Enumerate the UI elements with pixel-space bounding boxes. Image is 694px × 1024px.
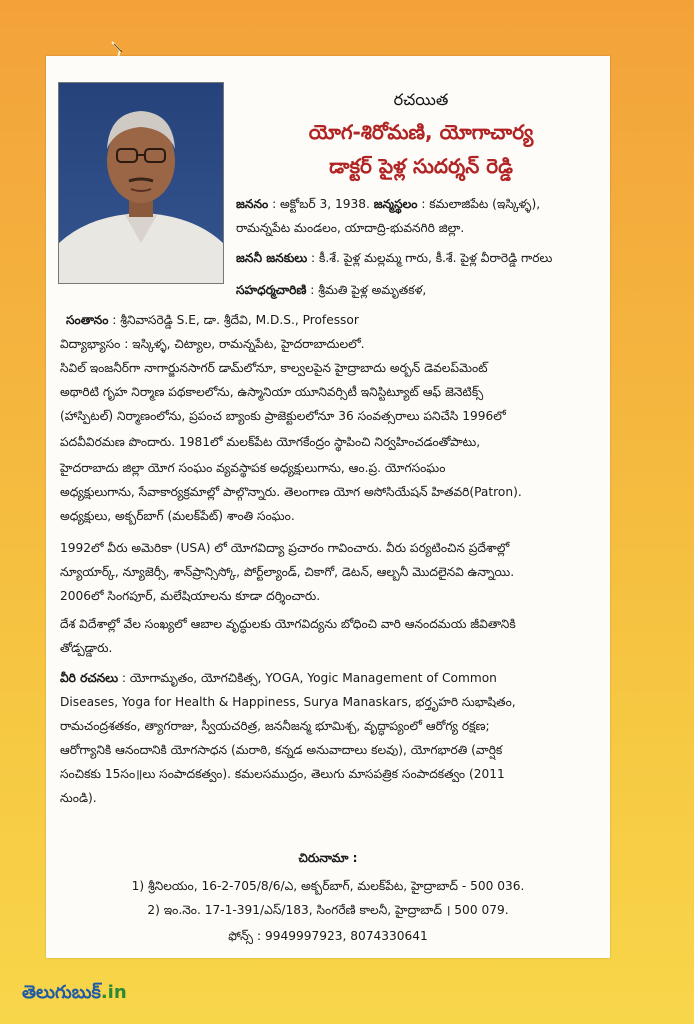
career-line: హైదరాబాదు జిల్లా యోగ సంఘం వ్యవస్థాపక అధ్యక్షులుగాను, ఆం.ప్ర. యోగసంఘం xyxy=(60,461,446,475)
career-line: అథారిటి గృహ నిర్మాణ పథకాలలోను, ఉస్మానియా యూనివర్సిటీ ఇనిస్టిట్యూట్ ఆఫ్ జెనెటిక్స్ xyxy=(60,385,484,399)
career-line: అధ్యక్షులుగాను, సేవాకార్యక్రమాల్లో పాల్గొన్నారు. తెలంగాణ యోగ అసోసియేషన్ హితవరి(Patron). xyxy=(60,485,522,499)
phone-line: ఫోన్స్ : 9949997923, 8074330641 xyxy=(228,929,428,943)
works-label: వీరి రచనలు xyxy=(60,671,119,685)
service-line: తోడ్పడ్డారు. xyxy=(60,641,113,655)
service-line: దేశ విదేశాల్లో వేల సంఖ్యలో ఆబాల వృద్ధులకు యోగవిద్యను బోధించి వారి ఆనందమయ జీవితానికి xyxy=(60,617,516,631)
logo-text: తెలుగుబుక్ xyxy=(22,982,101,1003)
spouse-value: : శ్రీమతి పైళ్ల అమృతకళ, xyxy=(310,283,427,297)
birth-line xyxy=(236,196,540,212)
works-line: Diseases, Yoga for Health & Happiness, Surya Manaskars, భర్తృహరి సుభాషితం, xyxy=(60,695,516,709)
address-line-2: 2) ఇం.నెం. 17-1-391/ఎస్/183, సింగరేణి కాలనీ, హైద్రాబాద్ । 500 079. xyxy=(147,903,509,917)
works-line: రామచంద్రశతకం, త్యాగరాజు, స్వీయచరిత్ర, జననీజన్మ భూమిశ్చ, వృద్ధాప్యంలో ఆరోగ్య రక్షణ; xyxy=(60,719,490,733)
education-label: విద్యాభ్యాసం xyxy=(60,337,121,351)
birthplace-value: : కమలాజిపేట (ఇస్కిళ్ళ), xyxy=(421,197,541,211)
education-line xyxy=(60,336,365,352)
children-value: : శ్రీనివాసరెడ్డి S.E, డా. శ్రీదేవి, M.D.S., Professor xyxy=(112,313,359,327)
address-line-1: 1) శ్రీనిలయం, 16-2-705/8/6/ఎ, అక్బర్‌బాగ్, మలక్‌పేట, హైద్రాబాద్ - 500 036. xyxy=(131,879,525,893)
parents-line xyxy=(236,250,552,266)
author-label: రచయిత xyxy=(393,90,449,109)
author-name: డాక్టర్ పైళ్ల సుదర్శన్ రెడ్డి xyxy=(329,154,513,178)
spouse-label: సహధర్మచారిణి xyxy=(236,283,307,297)
children-label: సంతానం xyxy=(66,313,109,327)
travel-line: 2006లో సింగపూర్, మలేషియాలను కూడా దర్శించారు. xyxy=(60,589,321,603)
birth-value: : అక్టోబర్ 3, 1938. xyxy=(272,197,370,211)
career-line: పదవీవిరమణ పొందారు. 1981లో మలక్‌పేట యోగకేంద్రం స్థాపించి నిర్వహించడంతోపాటు, xyxy=(60,435,481,449)
travel-line: 1992లో వీరు అమెరికా (USA) లో యోగవిద్యా ప్రచారం గావించారు. వీరు పర్యటించిన ప్రదేశాల్లో xyxy=(60,541,510,555)
career-line: (హాస్పిటల్) నిర్మాణంలోను, ప్రపంచ బ్యాంకు ప్రాజెక్టులలోనూ 36 సంవత్సరాలు పనిచేసి 1996లో xyxy=(60,409,506,423)
author-photo xyxy=(58,82,224,284)
works-line: ఆరోగ్యానికి ఆనందానికి యోగసాధన (మరాఠి, కన్నడ అనువాదాలు కలవు), యోగభారతి (వార్షిక xyxy=(60,743,503,757)
birth-label: జననం xyxy=(236,197,269,211)
birthplace-label: జన్మస్థలం xyxy=(373,197,418,211)
logo-suffix: .in xyxy=(100,982,127,1003)
career-line: అధ్యక్షులు, అక్బర్‌బాగ్ (మలక్‌పేట్) శాంతి సంఘం. xyxy=(60,509,295,523)
parents-label: జననీ జనకులు xyxy=(236,251,308,265)
career-line: సివిల్ ఇంజనీర్‌గా నాగార్జునసాగర్ డామ్‌లోనూ, కాల్వలపైన హైద్రాబాదు అర్బన్ డెవలప్‌మెంట్ xyxy=(60,361,488,375)
address-label: చిరునామా : xyxy=(298,851,358,865)
works-value: : యోగామృతం, యోగచికిత్స, YOGA, Yogic Management of Common xyxy=(121,671,497,685)
spouse-line xyxy=(236,282,426,298)
works-line xyxy=(60,670,497,686)
author-title: యోగ-శిరోమణి, యోగాచార్య xyxy=(308,120,534,144)
site-logo[interactable] xyxy=(22,982,127,1007)
education-value: : ఇస్కిళ్ళ, చిట్యాల, రామన్నపేట, హైదరాబాదులలో. xyxy=(124,337,365,351)
travel-line: న్యూయార్క్, న్యూజెర్సీ, శాన్‌ప్రాన్సిస్కో, పోర్ట్‌ల్యాండ్, చికాగో, డెటన్, ఆల్బనీ మొదలైనవి ఉన్నాయి. xyxy=(60,565,515,579)
works-line: నుండి). xyxy=(60,791,97,805)
children-line xyxy=(66,312,359,328)
parents-value: : కీ.శే. పైళ్ల మల్లమ్మ గారు, కీ.శే. పైళ్ల వీరారెడ్డి గారలు xyxy=(311,251,553,265)
back-cover-panel xyxy=(46,56,610,958)
works-line: సంచికకు 15సం॥లు సంపాదకత్వం). కమలసముద్రం, తెలుగు మాసపత్రిక సంపాదకత్వం (2011 xyxy=(60,767,505,781)
birth-line-2: రామన్నపేట మండలం, యాదాద్రి-భువనగిరి జిల్లా. xyxy=(236,221,465,235)
